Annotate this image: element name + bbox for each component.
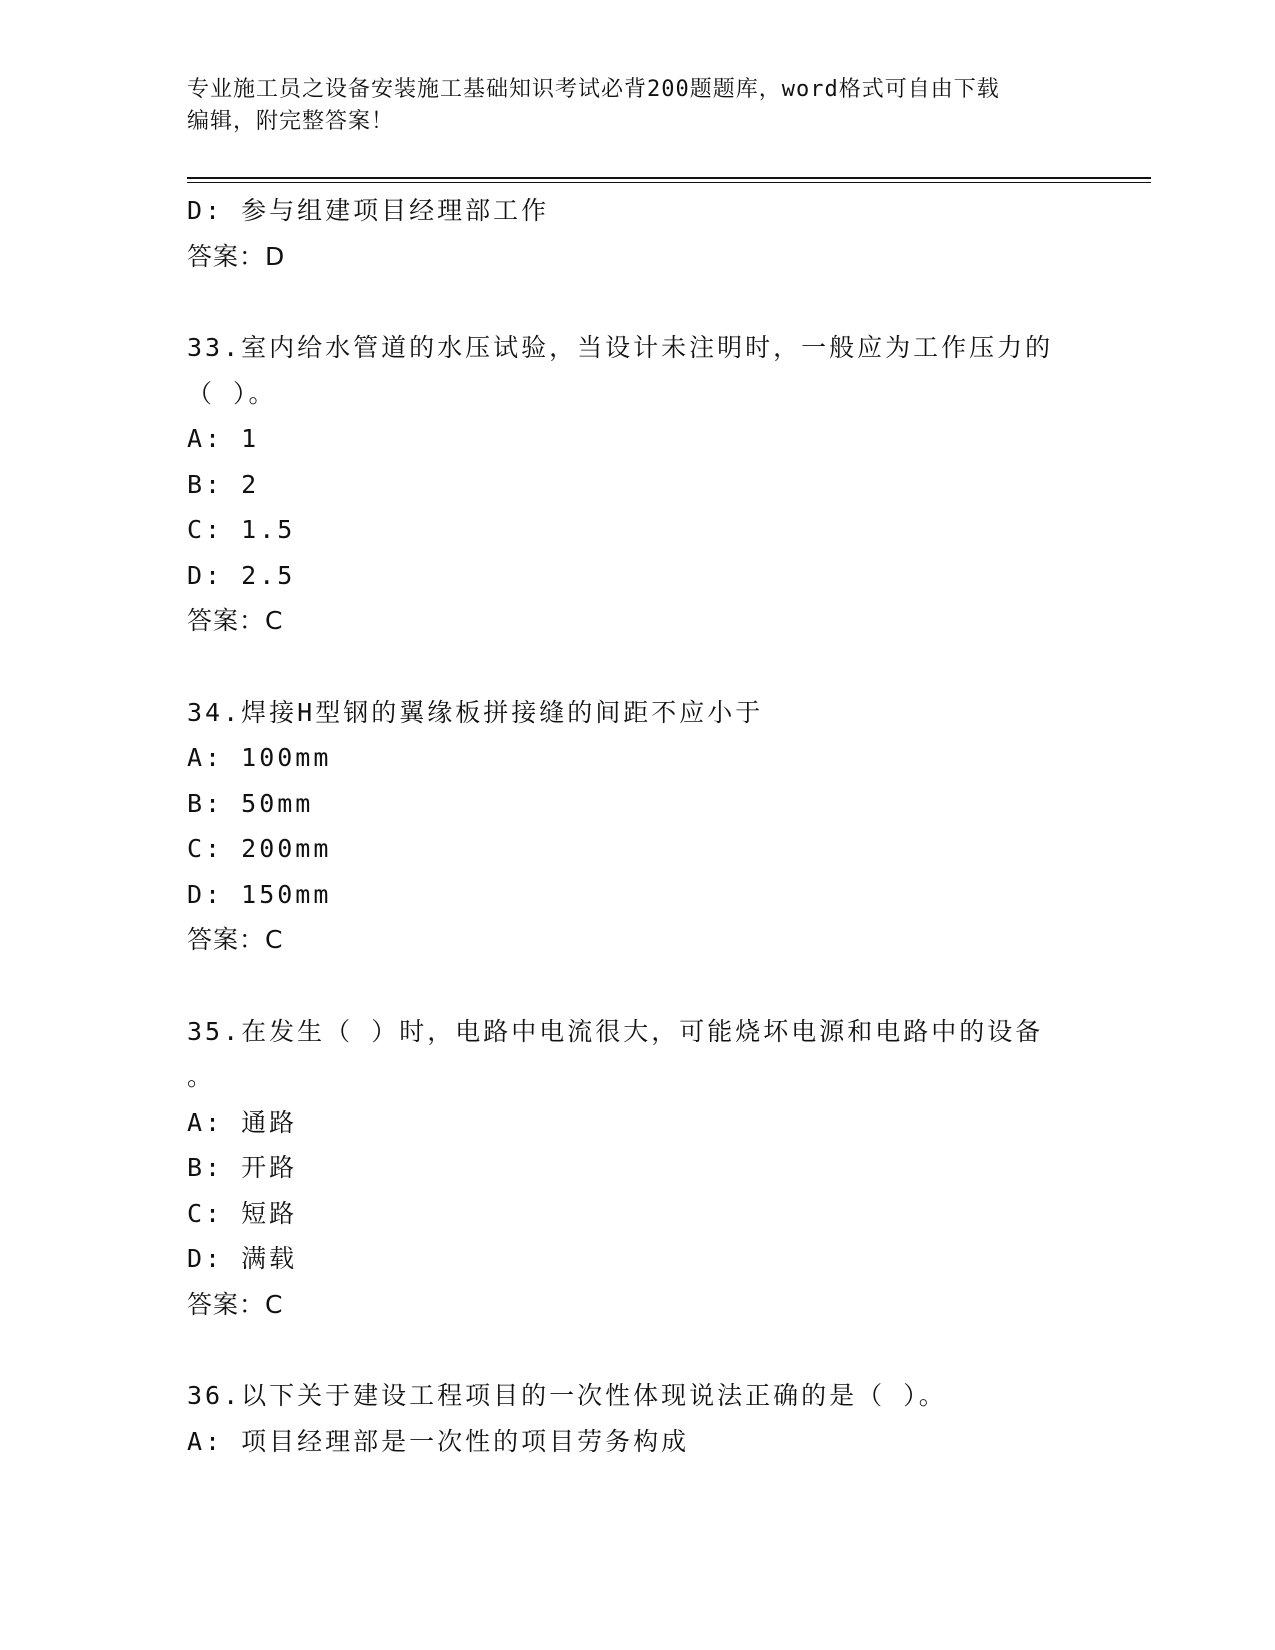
option-b: B: 50mm xyxy=(187,788,314,818)
question-stem-continued: （ ）。 xyxy=(187,378,277,408)
spacer xyxy=(187,279,1087,325)
question-stem: 36.以下关于建设工程项目的一次性体现说法正确的是（ ）。 xyxy=(187,1381,947,1410)
answer-line: 答案：C xyxy=(187,1289,284,1319)
answer-line: 答案：C xyxy=(187,606,284,635)
option-b: B: 开路 xyxy=(187,1153,298,1182)
question-block-35 xyxy=(187,1009,1087,1328)
option-d: D: 150mm xyxy=(187,879,332,909)
spacer xyxy=(187,644,1087,690)
question-content xyxy=(187,188,1087,1464)
header-line-1: 专业施工员之设备安装施工基础知识考试必背200题题库，word格式可自由下载 xyxy=(187,77,1000,102)
answer-line: 答案：D xyxy=(187,241,286,271)
question-block-34 xyxy=(187,690,1087,963)
question-block-33 xyxy=(187,325,1087,644)
question-stem-continued: 。 xyxy=(187,1062,216,1091)
option-c: C: 1.5 xyxy=(187,515,296,544)
option-a: A: 通路 xyxy=(187,1107,298,1137)
answer-line: 答案：C xyxy=(187,925,284,954)
spacer xyxy=(187,1327,1087,1373)
option-a: A: 1 xyxy=(187,424,260,453)
question-block-36 xyxy=(187,1373,1087,1464)
option-d: D: 2.5 xyxy=(187,560,296,590)
option-a: A: 项目经理部是一次性的项目劳务构成 xyxy=(187,1426,690,1456)
page-header xyxy=(187,74,1067,138)
option-a: A: 100mm xyxy=(187,743,332,772)
question-block-32 xyxy=(187,188,1087,279)
header-divider-thick xyxy=(187,177,1151,179)
header-line-2: 编辑，附完整答案！ xyxy=(187,109,395,134)
question-stem: 35.在发生（ ）时，电路中电流很大，可能烧坏电源和电路中的设备 xyxy=(187,1016,1044,1046)
option-c: C: 短路 xyxy=(187,1198,298,1228)
option-c: C: 200mm xyxy=(187,834,332,863)
option-d: D: 参与组建项目经理部工作 xyxy=(187,196,550,225)
option-b: B: 2 xyxy=(187,469,260,499)
question-stem: 33.室内给水管道的水压试验，当设计未注明时，一般应为工作压力的 xyxy=(187,333,1054,362)
header-divider-thin xyxy=(187,182,1151,183)
option-d: D: 满载 xyxy=(187,1244,298,1273)
question-stem: 34.焊接H型钢的翼缘板拼接缝的间距不应小于 xyxy=(187,697,764,727)
spacer xyxy=(187,963,1087,1009)
